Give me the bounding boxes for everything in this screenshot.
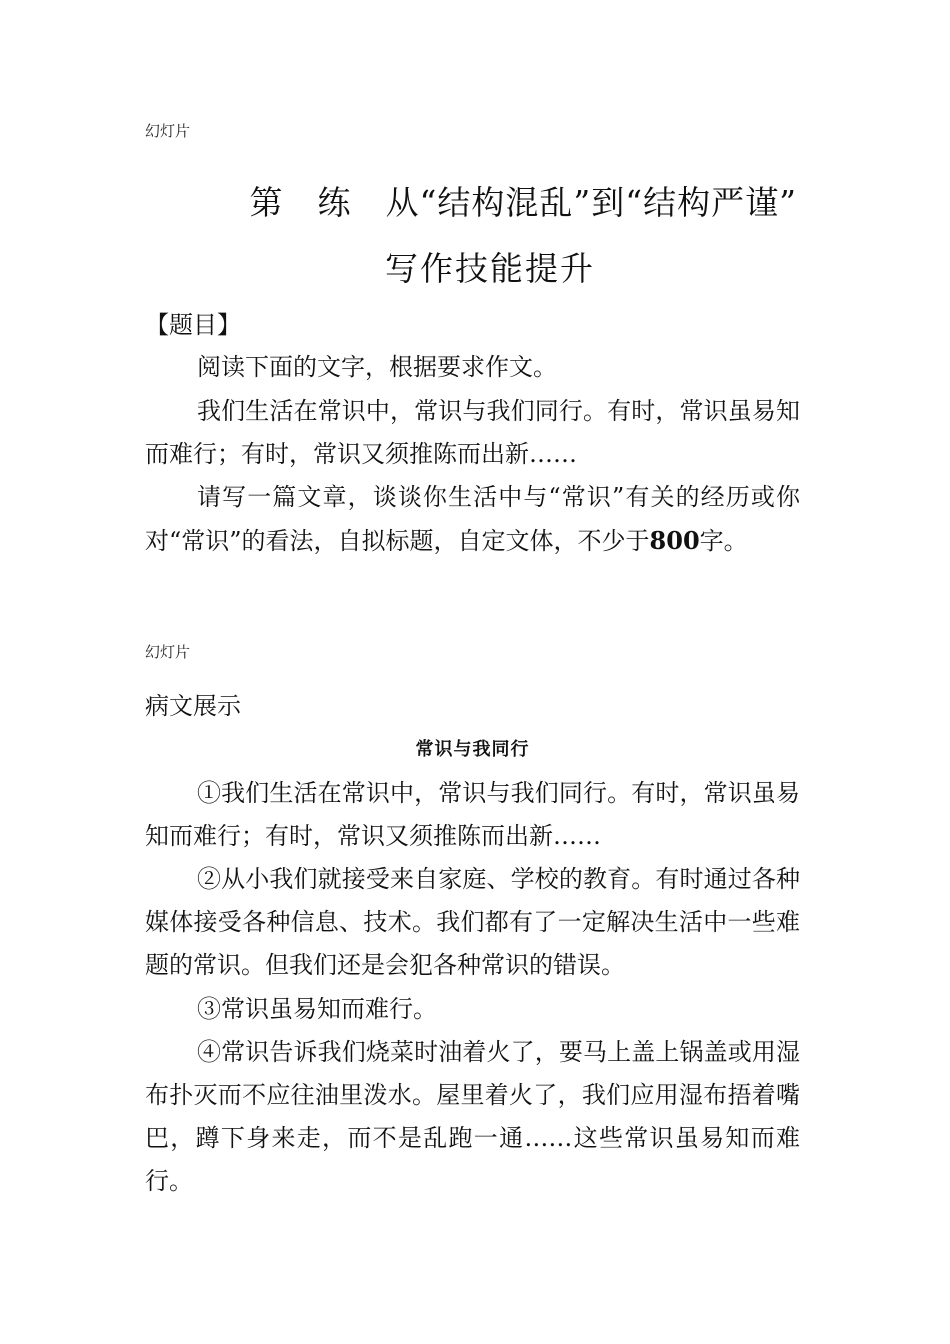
slide-label: 幻灯片: [145, 122, 191, 140]
prompt-paragraph-2: 我们生活在常识中，常识与我们同行。有时，常识虽易知而难行；有时，常识又须推陈而出新……: [145, 397, 800, 468]
prompt-paragraph-1: 阅读下面的文字，根据要求作文。: [197, 353, 557, 381]
sample-heading: 病文展示: [145, 692, 241, 720]
essay-paragraph-4: ④常识告诉我们烧菜时油着火了，要马上盖上锅盖或用湿布扑灭而不应往油里泼水。屋里着火了，我们应用湿布捂着嘴巴，蹲下身来走，而不是乱跑一通……这些常识虽易知而难行。: [145, 1038, 800, 1195]
prompt-paragraph-3-end: 字。: [699, 527, 748, 555]
prompt-paragraph-3: [145, 476, 800, 563]
topic-heading: 【题目】: [145, 311, 241, 339]
essay-paragraph-1: ①我们生活在常识中，常识与我们同行。有时，常识虽易知而难行；有时，常识又须推陈而出新……: [145, 779, 800, 850]
word-count-number: 800: [649, 526, 700, 555]
essay-title: 常识与我同行: [415, 739, 530, 760]
slide-label-2: 幻灯片: [145, 643, 191, 661]
essay-paragraph-3: ③常识虽易知而难行。: [197, 995, 437, 1023]
essay-paragraph-2: ②从小我们就接受来自家庭、学校的教育。有时通过各种媒体接受各种信息、技术。我们都有了一定解决生活中一些难题的常识。但我们还是会犯各种常识的错误。: [145, 865, 800, 979]
page-title: 第 练 从“结构混乱”到“结构严谨”: [249, 183, 797, 222]
page-subtitle: 写作技能提升: [385, 249, 595, 288]
prompt-paragraph-3-text: 请写一篇文章，谈谈你生活中与“常识”有关的经历或你对“常识”的看法，自拟标题，自定文体，不少于: [145, 483, 800, 555]
